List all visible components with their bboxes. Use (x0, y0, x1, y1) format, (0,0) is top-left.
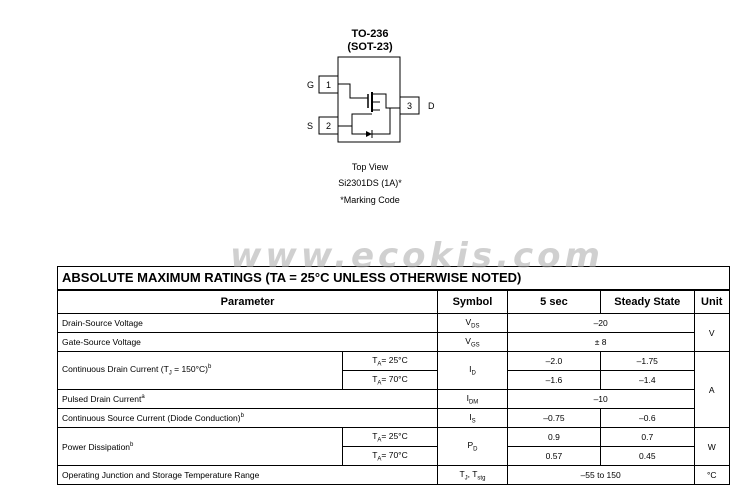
symbol-vds: $V_{DS}$ (438, 314, 508, 333)
table-row (58, 314, 729, 333)
table-row (58, 428, 729, 447)
symbol-pd: $P_D$ (438, 428, 508, 466)
value-id-70-ss: –1.4 (601, 371, 694, 390)
table-row (58, 466, 729, 485)
caption-top-view: Top View (351, 162, 389, 172)
package-subtitle: (SOT-23) (347, 41, 393, 53)
cond-id-25: $T_A= 25^\circ C$ (342, 352, 437, 371)
value-pd-70-5s: 0.57 (507, 447, 600, 466)
pin-3-number: 3 (407, 101, 413, 111)
pin-2-number: 2 (326, 121, 332, 131)
table-title: ABSOLUTE MAXIMUM RATINGS (TA = 25°C UNLESS OTHERWISE NOTED) (58, 267, 729, 290)
param-id: Continuous Drain Current $(T_J = 150^\circ C)^b$ (58, 352, 342, 390)
header-5sec: 5 sec (507, 291, 600, 314)
package-diagram (290, 22, 450, 212)
pin-s-label: S (307, 121, 314, 131)
absolute-max-ratings-table (57, 266, 730, 485)
symbol-vgs: $V_{GS}$ (438, 333, 508, 352)
watermark: www.ecokis.com (230, 236, 604, 276)
pin-d-label: D (428, 101, 435, 111)
value-pd-70-ss: 0.45 (601, 447, 694, 466)
table-row (58, 352, 729, 371)
value-id-25-ss: –1.75 (601, 352, 694, 371)
param-is: Continuous Source Current (Diode Conduction)$^b$ (58, 409, 438, 428)
table-header-row (58, 291, 729, 314)
param-pd: Power Dissipation$^b$ (58, 428, 342, 466)
cond-pd-70: $T_A= 70^\circ C$ (342, 447, 437, 466)
param-idm: Pulsed Drain Current$^a$ (58, 390, 438, 409)
unit-celsius: °C (694, 466, 729, 485)
unit-volts: V (694, 314, 729, 352)
value-is-ss: –0.6 (601, 409, 694, 428)
pin-g-label: G (307, 80, 315, 90)
table-row (58, 409, 729, 428)
value-vds: –20 (507, 314, 694, 333)
symbol-tj: $T_J$, $T_{stg}$ (438, 466, 508, 485)
value-pd-25-ss: 0.7 (601, 428, 694, 447)
header-parameter: Parameter (58, 291, 438, 314)
value-pd-25-5s: 0.9 (507, 428, 600, 447)
value-idm: –10 (507, 390, 694, 409)
caption-marking-note: *Marking Code (340, 195, 400, 205)
header-steady-state: Steady State (601, 291, 694, 314)
header-symbol: Symbol (438, 291, 508, 314)
value-id-70-5s: –1.6 (507, 371, 600, 390)
cond-pd-25: $T_A= 25^\circ C$ (342, 428, 437, 447)
caption-marking: Si2301DS (1A)* (338, 178, 402, 188)
param-vgs: Gate-Source Voltage (58, 333, 438, 352)
symbol-idm: $I_{DM}$ (438, 390, 508, 409)
cond-id-70: $T_A= 70^\circ C$ (342, 371, 437, 390)
param-tj: Operating Junction and Storage Temperature Range (58, 466, 438, 485)
value-vgs: ± 8 (507, 333, 694, 352)
pin-1-number: 1 (326, 80, 332, 90)
table-row (58, 390, 729, 409)
unit-watts: W (694, 428, 729, 466)
symbol-id: $I_D$ (438, 352, 508, 390)
value-is-5s: –0.75 (507, 409, 600, 428)
header-unit: Unit (694, 291, 729, 314)
param-vds: Drain-Source Voltage (58, 314, 438, 333)
unit-amps: A (694, 352, 729, 428)
table-row (58, 333, 729, 352)
value-id-25-5s: –2.0 (507, 352, 600, 371)
symbol-is: $I_S$ (438, 409, 508, 428)
value-tj: –55 to 150 (507, 466, 694, 485)
package-title: TO-236 (351, 28, 389, 40)
